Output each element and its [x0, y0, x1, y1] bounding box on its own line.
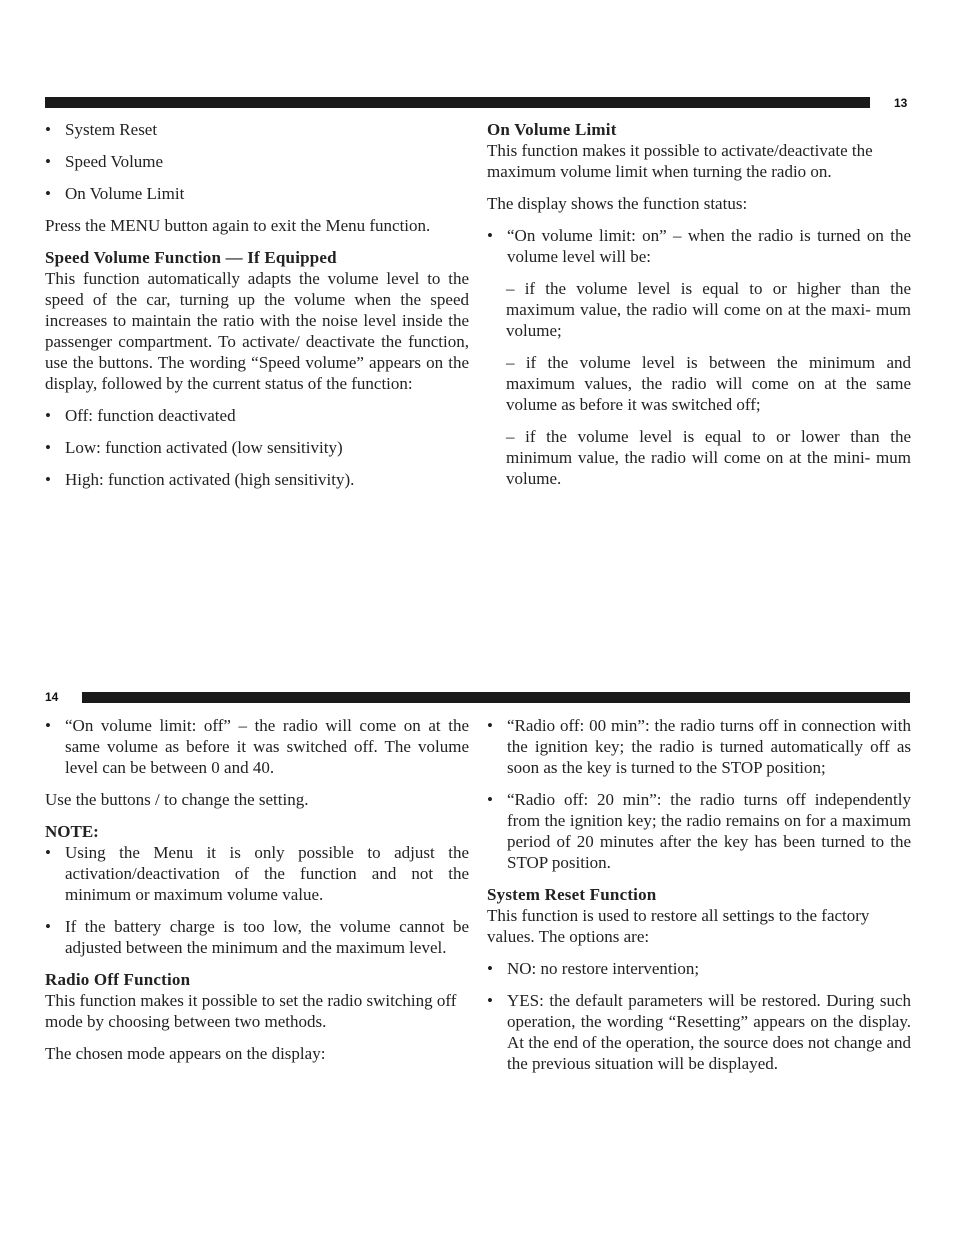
notes-list — [45, 842, 469, 958]
list-item: • System Reset — [45, 120, 158, 139]
page-13-right-column — [487, 119, 911, 500]
menu-items-list — [45, 119, 469, 204]
dash-item: – if the volume level is between the minimum and maximum values, the radio will come on at the same volume as before it was switched off; — [506, 353, 911, 414]
chosen-mode-text: The chosen mode appears on the display: — [45, 1044, 326, 1063]
page-13-left-column — [45, 119, 469, 501]
speed-volume-options — [45, 405, 469, 490]
note-label: NOTE: — [45, 822, 99, 841]
list-item: • Speed Volume — [45, 152, 164, 171]
list-item: • NO: no restore intervention; — [487, 959, 700, 978]
page-14-header-bar — [82, 692, 910, 703]
system-reset-heading: System Reset Function — [487, 885, 657, 904]
reset-options-list — [487, 958, 911, 1074]
list-item: • “Radio off: 00 min”: the radio turns off in connection with the ignition key; the radio is turned automatically off as soon as the key is turned to the STOP position; — [487, 716, 911, 777]
page-14-right-column — [487, 715, 911, 1085]
list-item: • High: function activated (high sensitivity). — [45, 470, 355, 489]
radio-off-modes-list — [487, 715, 911, 873]
on-volume-limit-heading: On Volume Limit — [487, 120, 617, 139]
volume-limit-off-list — [45, 715, 469, 778]
speed-volume-body: This function automatically adapts the volume level to the speed of the car, turning up the volume when the speed increases to maintain the ratio with the noise level inside the passenger compartment. To activate/ deactivate the function, use the buttons. The wording “Speed volume” appears on the display, followed by the current status of the function: — [45, 269, 469, 393]
dash-item: – if the volume level is equal to or higher than the maximum value, the radio will come on at the maxi- mum volume; — [506, 279, 911, 340]
display-status-text: The display shows the function status: — [487, 194, 748, 213]
list-item: • Using the Menu it is only possible to adjust the activation/deactivation of the function and not the minimum or maximum volume value. — [45, 843, 469, 904]
exit-menu-text: Press the MENU button again to exit the Menu function. — [45, 216, 431, 235]
dash-item: – if the volume level is equal to or lower than the minimum value, the radio will come on at the mini- mum volume. — [506, 427, 911, 488]
use-buttons-text: Use the buttons / to change the setting. — [45, 790, 309, 809]
page-13-header-bar — [45, 97, 870, 108]
radio-off-body: This function makes it possible to set the radio switching off mode by choosing between two methods. — [45, 991, 457, 1031]
page-14-left-column — [45, 715, 469, 1075]
speed-volume-heading: Speed Volume Function — If Equipped — [45, 248, 337, 267]
list-item: • If the battery charge is too low, the volume cannot be adjusted between the minimum and the maximum level. — [45, 917, 469, 957]
list-item: • Off: function deactivated — [45, 406, 236, 425]
list-item: • On Volume Limit — [45, 184, 185, 203]
volume-limit-on-list — [487, 225, 911, 267]
list-item: • “On volume limit: off” – the radio will come on at the same volume as before it was switched off. The volume level can be between 0 and 40. — [45, 716, 469, 777]
list-item: • YES: the default parameters will be restored. During such operation, the wording “Resetting” appears on the display. At the end of the operation, the source does not change and the previous situation will be displayed. — [487, 991, 911, 1073]
on-volume-limit-body: This function makes it possible to activate/deactivate the maximum volume limit when turning the radio on. — [487, 141, 873, 181]
radio-off-heading: Radio Off Function — [45, 970, 191, 989]
page-number-14: 14 — [45, 690, 59, 704]
system-reset-body: This function is used to restore all settings to the factory values. The options are: — [487, 906, 870, 946]
list-item: • Low: function activated (low sensitivity) — [45, 438, 343, 457]
page-number-13: 13 — [894, 96, 908, 110]
list-item: • “Radio off: 20 min”: the radio turns off independently from the ignition key; the radio remains on for a maximum period of 20 minutes after the key has been turned to the STOP position. — [487, 790, 911, 872]
list-item: • “On volume limit: on” – when the radio is turned on the volume level will be: — [487, 226, 911, 266]
